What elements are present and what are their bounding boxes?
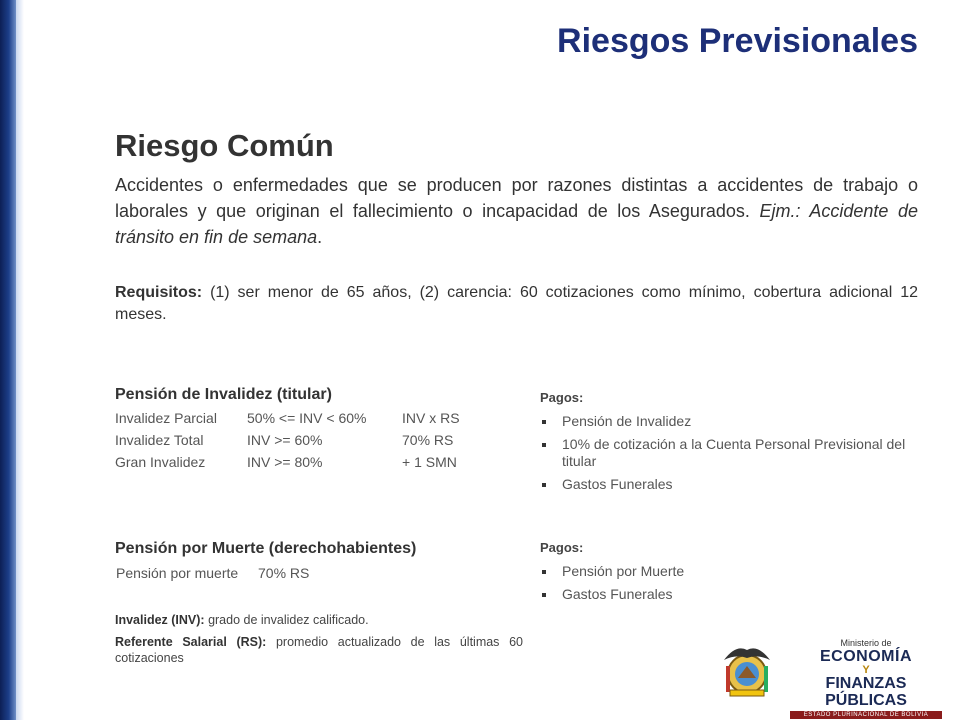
description-paragraph [115,172,918,250]
section-subtitle: Riesgo Común [115,128,334,163]
list-item: Gastos Funerales [540,476,940,493]
left-accent-bar [0,0,16,720]
left-accent-glow [16,0,24,720]
pagos-list [540,563,940,603]
logo-finanzas: FINANZAS PÚBLICAS [825,675,907,709]
example-text: Ejm.: Accidente de tránsito en fin de semana [115,201,918,247]
invalidez-title: Pensión de Invalidez (titular) [115,386,332,403]
table-cell: Invalidez Parcial [115,410,217,426]
table-row [115,410,460,432]
list-item: Pensión de Invalidez [540,413,940,430]
definition-item [115,634,523,666]
table-row [115,564,310,582]
list-item: Gastos Funerales [540,586,940,603]
definition-term: Referente Salarial (RS): [115,635,267,649]
ministry-logo [718,632,948,718]
definition-term: Invalidez (INV): [115,613,205,627]
slide-title: Riesgos Previsionales [557,22,918,60]
muerte-table [115,564,310,582]
logo-estado: ESTADO PLURINACIONAL DE BOLIVIA [790,711,942,719]
table-row [115,432,460,454]
definitions [115,612,523,672]
requisitos-paragraph [115,282,918,326]
pagos-label: Pagos: [540,390,584,405]
table-cell: INV >= 60% [247,432,323,448]
table-cell: Invalidez Total [115,432,204,448]
definition-text: promedio actualizado de las últimas 60 cotizaciones [115,635,523,665]
table-cell: Gran Invalidez [115,454,206,470]
table-cell: Pensión por muerte [116,565,239,581]
logo-ministerio: Ministerio de [840,638,892,648]
table-cell: 50% <= INV < 60% [247,410,367,426]
requisitos-label: Requisitos: [115,284,203,301]
table-cell: 70% RS [258,565,310,581]
table-cell: INV >= 80% [247,454,323,470]
table-row [115,454,460,476]
logo-economia: ECONOMÍA [820,648,912,665]
logo-text [790,638,942,719]
list-item: 10% de cotización a la Cuenta Personal Previsional del titular [540,436,940,470]
invalidez-table [115,410,460,476]
pagos-invalidez [540,390,940,499]
definition-text: grado de invalidez calificado. [204,613,369,627]
description-text: Accidentes o enfermedades que se producen por razones distintas a accidentes de trabajo o laborales y que originan el fallecimiento o incapacidad de los Asegurados. [115,175,918,221]
logo-y: Y [862,664,870,676]
muerte-section [115,540,535,582]
example-end: . [317,227,323,247]
pagos-list [540,413,940,493]
list-item: Pensión por Muerte [540,563,940,580]
pagos-label: Pagos: [540,540,584,555]
table-cell: + 1 SMN [402,454,457,470]
pagos-muerte [540,540,940,609]
coat-of-arms-icon [718,640,776,700]
requisitos-text: (1) ser menor de 65 años, (2) carencia: 60 cotizaciones como mínimo, cobertura adicional 12 meses. [115,284,918,323]
table-cell: INV x RS [402,410,460,426]
invalidez-section [115,386,535,476]
table-cell: 70% RS [402,432,454,448]
definition-item [115,612,523,628]
muerte-title: Pensión por Muerte (derechohabientes) [115,540,417,557]
